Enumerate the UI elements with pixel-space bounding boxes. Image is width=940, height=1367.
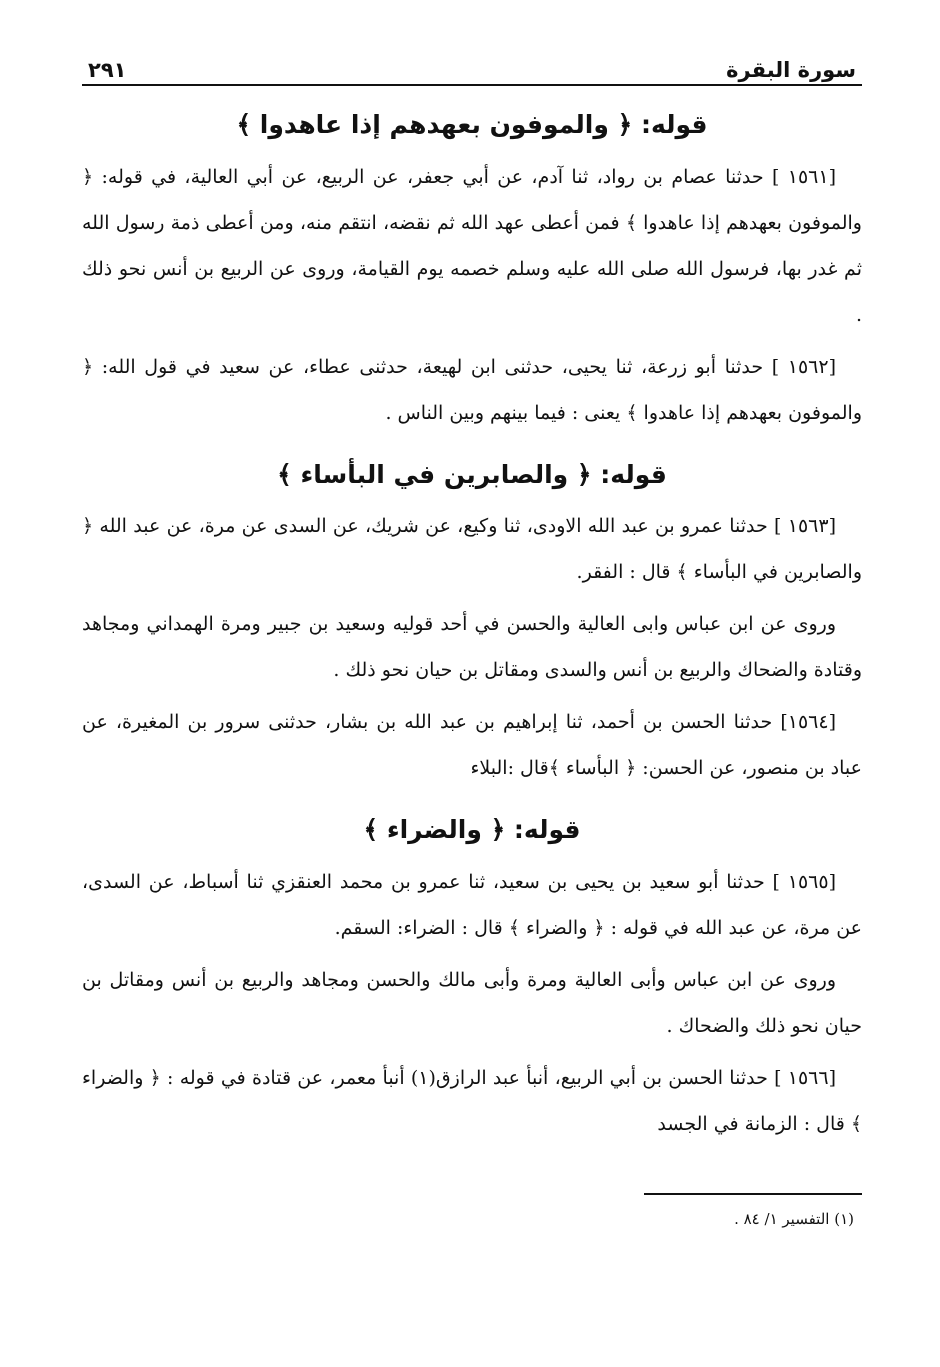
surah-title: سورة البقرة [726,58,856,82]
footnote-divider [644,1193,862,1195]
paragraph-narration-1: وروى عن ابن عباس وابى العالية والحسن في أحد قوليه وسعيد بن جبير ومرة الهمداني ومجاهد وقتادة والضحاك والربيع بن أنس والسدى ومقاتل بن حيان نحو ذلك . [82,613,862,681]
running-head [82,40,862,86]
paragraph-1561: [١٥٦١ ] حدثنا عصام بن رواد، ثنا آدم، عن أبي جعفر، عن الربيع، عن أبي العالية، في قوله: ﴿ والموفون بعهدهم إذا عاهدوا ﴾ فمن أعطى عهد الله ثم نقضه، انتقم منه، ومن أعطى ذمة رسول الله ثم غدر بها، فرسول الله صلى الله عليه وسلم خصمه يوم القيامة، وروى عن الربيع بن أنس نحو ذلك . [82,165,862,326]
section-heading-2: قوله: ﴿ والصابرين في البأساء ﴾ [277,459,667,489]
paragraph-1566: [١٥٦٦ ] حدثنا الحسن بن أبي الربيع، أنبأ عبد الرازق(١) أنبأ معمر، عن قتادة في قوله : ﴿ والضراء ﴾ قال : الزمانة في الجسد [82,1066,862,1135]
paragraph-1565: [١٥٦٥ ] حدثنا أبو سعيد بن يحيى بن سعيد، ثنا عمرو بن محمد العنقزي ثنا أسباط، عن السدى، عن مرة، عن عبد الله في قوله : ﴿ والضراء ﴾ قال : الضراء: السقم. [82,870,862,939]
book-page [82,40,862,1233]
footnote: (١) التفسير ١/ ٨٤ . [734,1209,854,1228]
paragraph-1563: [١٥٦٣ ] حدثنا عمرو بن عبد الله الاودى، ثنا وكيع، عن شريك، عن السدى عن مرة، عن عبد الله ﴿ والصابرين في البأساء ﴾ قال : الفقر. [82,515,862,583]
section-heading-1: قوله: ﴿ والموفون بعهدهم إذا عاهدوا ﴾ [236,110,708,139]
paragraph-1564: [١٥٦٤] حدثنا الحسن بن أحمد، ثنا إبراهيم بن عبد الله بن بشار، حدثنى سرور بن المغيرة، عن عباد بن منصور، عن الحسن: ﴿ البأساء ﴾قال :البلاء [82,711,862,779]
page-number: ٢٩١ [88,58,127,82]
paragraph-1562: [١٥٦٢ ] حدثنا أبو زرعة، ثنا يحيى، حدثنى ابن لهيعة، حدثنى عطاء، عن سعيد في قول الله: ﴿ والموفون بعهدهم إذا عاهدوا ﴾ يعنى : فيما بينهم وبين الناس . [82,355,862,424]
paragraph-narration-2: وروى عن ابن عباس وأبى العالية ومرة وأبى مالك والحسن ومجاهد والربيع بن أنس ومقاتل بن حيان نحو ذلك والضحاك . [82,968,862,1037]
section-heading-3: قوله: ﴿ والضراء ﴾ [363,815,581,844]
